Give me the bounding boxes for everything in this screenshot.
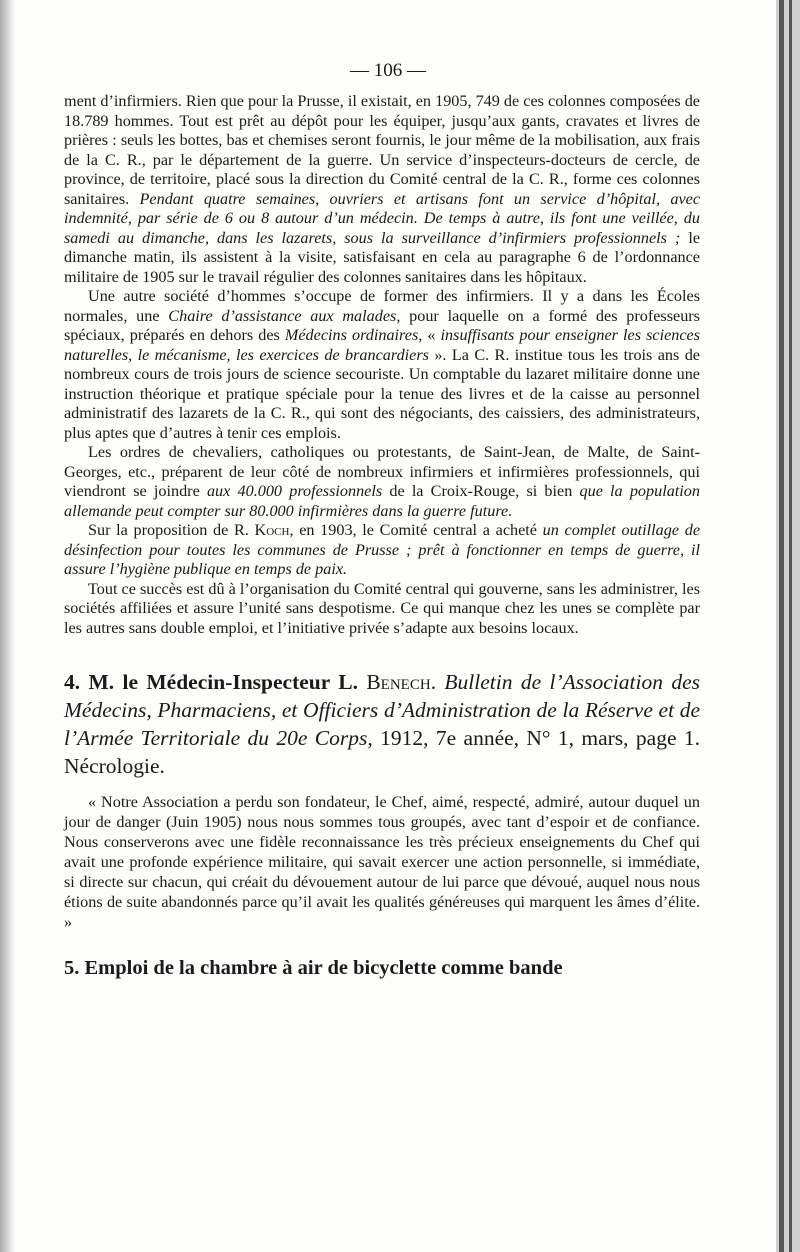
text-run: Sur la proposition de [88, 521, 234, 539]
text-run: le dimanche matin, ils assistent à la visite, satisfaisant en cela au paragraphe 6 de l’ordonnance militaire de 1905 sur le travail régulier des colonnes sanitaires dans les hôpitaux. [64, 228, 700, 286]
text-run: Les ordres de chevaliers, catholiques ou protestants, de Saint-Jean, de Malte, de Saint-Georges, etc., préparent de leur côté de nombreux infirmiers et infirmières professionnels, qui viendront se joindre [64, 443, 700, 500]
entry-number: 4. [64, 670, 81, 694]
italic-run: Chaire d’assistance aux malades, [168, 306, 401, 325]
obituary-quote: « Notre Association a perdu son fondateur, le Chef, aimé, respecté, admiré, autour duquel un jour de danger (Juin 1905) nous nous sommes tous groupés, avec tant d’espoir et de confiance. Nous conserverons avec une fidèle reconnaissance les très précieux enseignements du Chef qui avait une profonde expérience militaire, qui savait exercer une action personnelle, si immédiate, si directe sur chacun, qui créait du dévouement autour de lui parce que dévoué, auquel nous nous étions de suite abandonnés parce qu’il avait les qualités généreuses qui marquent les âmes d’élite. » [64, 793, 700, 931]
edge-stripe [789, 0, 792, 1252]
entry-author-lead: M. le Médecin-Inspecteur L. [88, 670, 358, 694]
text-run: 1912, 7e année, N° 1, mars, page 1. Nécrologie. [64, 726, 700, 778]
page-left-shadow [0, 0, 16, 1252]
page-right-edge [776, 0, 800, 1252]
text-run: , en 1903, le Comité central a acheté [289, 521, 543, 539]
text-run: R. Koch [233, 521, 290, 539]
text-run: ». La C. R. institue tous les trois ans de nombreux cours de trois jours de science secouriste. Un comptable du lazaret militaire donne une instruction théorique et pratique spéciale pour la tenue des livres et de la caisse au personnel administratif des lazarets de la C. R., qui sont des négociants, des caissiers, des administrateurs, plus aptes que d’autres à tenir ces emplois. [64, 345, 700, 442]
edge-stripe [779, 0, 784, 1252]
text-run: « [422, 326, 441, 344]
italic-run: Pendant quatre semaines, ouvriers et artisans font un service d’hôpital, avec indemnité, par série de 6 ou 8 autour d’un médecin. De temps à autre, ils font une veillée, du samedi au dimanche, dans les lazarets, sous la surveillance d’infirmiers professionnels ; [64, 189, 700, 247]
entry-author-surname: Benech [366, 670, 431, 694]
page-body [64, 92, 700, 982]
entry-5 [64, 954, 700, 982]
paragraph [64, 92, 700, 287]
paragraph [64, 287, 700, 443]
italic-run: insuffisants pour enseigner les sciences naturelles, le mécanisme, les exercices de brancardiers [64, 326, 701, 364]
entry-5-heading: 5. Emploi de la chambre à air de bicyclette comme bande [64, 957, 563, 979]
text-run: . [430, 670, 445, 694]
page-number: — 106 — [350, 60, 426, 81]
italic-run: Médecins ordinaires, [284, 326, 423, 344]
italic-run: Bulletin de l’Association des Médecins, Pharmaciens, et Officiers d’Administration de la Réserve et de l’Armée Territoriale du 20e Corps, [64, 670, 700, 750]
paragraph [64, 443, 700, 521]
paragraph [64, 580, 700, 639]
continued-section [64, 92, 700, 638]
text-run: de la Croix-Rouge, si bien [382, 482, 580, 500]
entry-4-heading [64, 668, 700, 780]
italic-run: un complet outillage de désinfection pour toutes les communes de Prusse ; prêt à fonctionner en temps de guerre, il assure l’hygiène publique en temps de paix. [64, 521, 700, 578]
italic-run: aux 40.000 professionnels [206, 482, 383, 500]
text-run: pour laquelle on a formé des professeurs spéciaux, préparés en dehors des [64, 306, 700, 344]
italic-run: que la population allemande peut compter sur 80.000 infirmières dans la guerre future. [64, 482, 700, 520]
text-run: Une autre société d’hommes s’occupe de former des infirmiers. Il y a dans les Écoles normales, une [64, 287, 700, 325]
entry-4 [64, 668, 700, 932]
paragraph [64, 521, 700, 580]
text-run: Tout ce succès est dû à l’organisation du Comité central qui gouverne, sans les administrer, les sociétés affiliées et assure l’unité sans despotisme. Ce qui manque chez les unes se complète par les autres sans double emploi, et l’initiative privée s’adapte aux besoins locaux. [64, 579, 700, 637]
text-run: ment d’infirmiers. Rien que pour la Prusse, il existait, en 1905, 749 de ces colonnes composées de 18.789 hommes. Tout est prêt au dépôt pour les équiper, jusqu’aux gants, cravates et livres de prières : seuls les bottes, bas et chemises seront fournis, le jour même de la mobilisation, aux frais de la C. R., par le département de la guerre. Un service d’inspecteurs-docteurs de cercle, de province, de territoire, placé sous la direction du Comité central de la C. R., forme ces colonnes sanitaires. [64, 92, 700, 208]
